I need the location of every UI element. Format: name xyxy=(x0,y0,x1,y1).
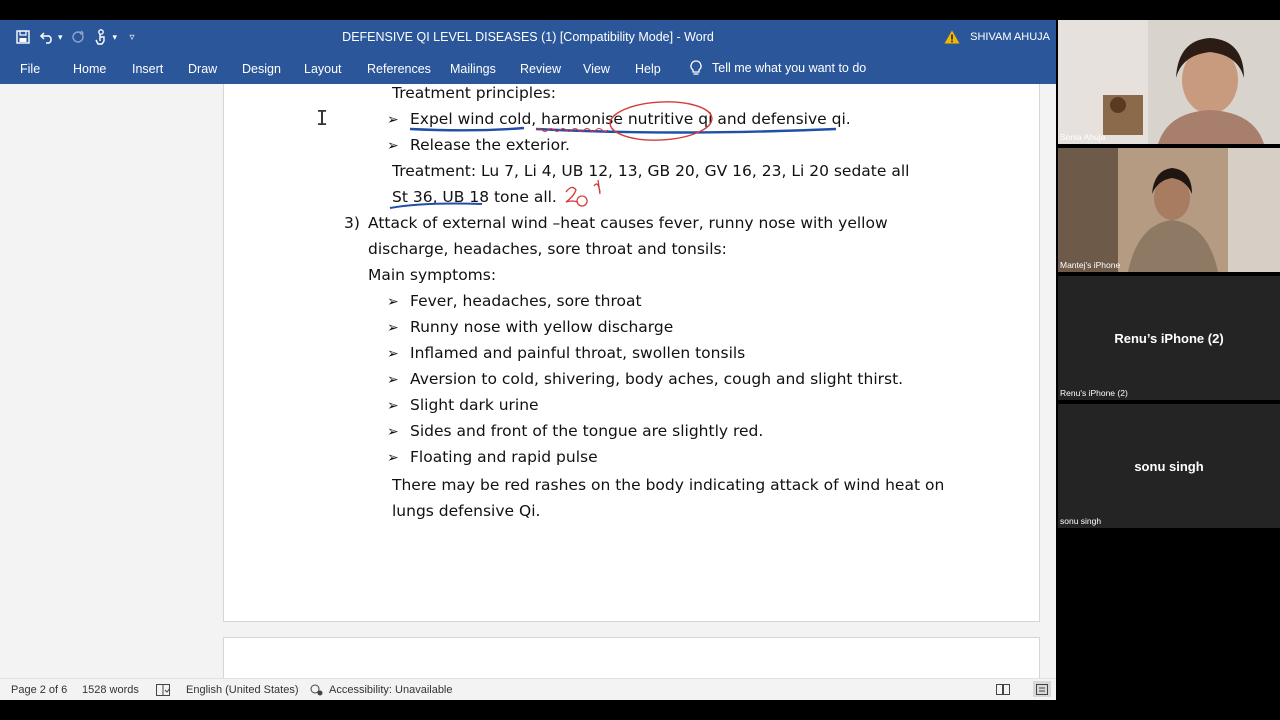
section-heading: Attack of external wind –heat causes fever, runny nose with yellow xyxy=(368,214,888,232)
lightbulb-icon xyxy=(690,60,702,76)
bullet-icon: ➢ xyxy=(387,398,399,414)
title-bar xyxy=(0,20,1056,54)
principle-line: Expel wind cold, harmonise nutritive qi and defensive qi. xyxy=(410,110,851,128)
bullet-icon: ➢ xyxy=(387,320,399,336)
tab-mailings[interactable]: Mailings xyxy=(450,62,496,76)
user-name: SHIVAM AHUJA xyxy=(970,31,1050,43)
tab-file[interactable]: File xyxy=(20,62,41,76)
participant-display-name: Renu’s iPhone (2) xyxy=(1114,331,1224,346)
tab-help[interactable]: Help xyxy=(635,62,661,76)
section-heading: discharge, headaches, sore throat and tonsils: xyxy=(368,240,727,258)
participant-tile[interactable] xyxy=(1058,404,1280,528)
participant-name: Mantej's iPhone xyxy=(1060,260,1121,270)
treatment-line: St 36, UB 18 tone all. xyxy=(392,188,557,206)
participant-name: Sonia Ahuja xyxy=(1060,132,1106,142)
tab-view[interactable]: View xyxy=(583,62,610,76)
document-title: DEFENSIVE QI LEVEL DISEASES (1) [Compatibility Mode] - Word xyxy=(342,30,714,44)
list-number: 3) xyxy=(344,214,360,232)
accessibility-status[interactable] xyxy=(310,684,453,696)
ribbon-tabs xyxy=(0,54,1056,84)
read-mode-icon[interactable] xyxy=(996,684,1010,695)
note-line: There may be red rashes on the body indicating attack of wind heat on xyxy=(392,476,945,494)
participant-name: sonu singh xyxy=(1060,516,1102,526)
tab-review[interactable]: Review xyxy=(520,62,561,76)
participant-tile[interactable] xyxy=(1058,276,1280,400)
tell-me-search[interactable] xyxy=(690,60,866,76)
touch-mode-dropdown-icon[interactable]: ▾ xyxy=(112,31,118,42)
print-layout-icon[interactable] xyxy=(1033,681,1051,697)
symptom-item: Runny nose with yellow discharge xyxy=(410,318,674,336)
principle-line: Release the exterior. xyxy=(410,136,570,154)
main-symptoms-heading: Main symptoms: xyxy=(368,266,497,284)
screen-bottom-bar xyxy=(0,700,1280,720)
document-canvas[interactable] xyxy=(0,84,1056,678)
bullet-icon: ➢ xyxy=(387,424,399,440)
tab-draw[interactable]: Draw xyxy=(188,62,218,76)
symptom-item: Inflamed and painful throat, swollen tonsils xyxy=(410,344,746,362)
participant-tile[interactable] xyxy=(1058,20,1280,144)
accessibility-label: Accessibility: Unavailable xyxy=(329,684,453,696)
bullet-icon: ➢ xyxy=(387,450,399,466)
tell-me-label: Tell me what you want to do xyxy=(712,61,867,75)
participant-video xyxy=(1058,148,1280,272)
tab-home[interactable]: Home xyxy=(73,62,107,76)
warning-icon xyxy=(944,30,960,44)
participant-tile[interactable] xyxy=(1058,148,1280,272)
symptom-item: Aversion to cold, shivering, body aches, cough and slight thirst. xyxy=(410,370,904,388)
screen-top-bar xyxy=(0,0,1280,20)
tab-layout[interactable]: Layout xyxy=(304,62,342,76)
word-window xyxy=(0,20,1056,700)
page-count[interactable]: Page 2 of 6 xyxy=(11,684,68,696)
text-cursor-icon: I xyxy=(316,106,329,130)
bullet-icon: ➢ xyxy=(387,294,399,310)
document-page[interactable] xyxy=(223,84,1040,622)
status-bar xyxy=(0,678,1056,700)
proofing-icon[interactable] xyxy=(156,684,170,696)
note-line: lungs defensive Qi. xyxy=(392,502,541,520)
treatment-principles-heading: Treatment principles: xyxy=(392,84,556,102)
tab-references[interactable]: References xyxy=(367,62,431,76)
bullet-icon: ➢ xyxy=(387,372,399,388)
language[interactable]: English (United States) xyxy=(186,684,299,696)
participant-name: Renu's iPhone (2) xyxy=(1060,388,1128,398)
tab-insert[interactable]: Insert xyxy=(132,62,164,76)
user-area[interactable] xyxy=(944,30,1050,44)
bullet-icon: ➢ xyxy=(387,112,399,128)
word-count[interactable]: 1528 words xyxy=(82,684,139,696)
undo-dropdown-icon[interactable]: ▾ xyxy=(58,31,63,42)
document-body[interactable] xyxy=(224,84,1039,621)
video-call-panel xyxy=(1056,20,1280,700)
customize-toolbar-icon[interactable]: ▿ xyxy=(129,31,135,43)
symptom-item: Fever, headaches, sore throat xyxy=(410,292,642,310)
treatment-line: Treatment: Lu 7, Li 4, UB 12, 13, GB 20, GV 16, 23, Li 20 sedate all xyxy=(392,162,910,180)
bullet-icon: ➢ xyxy=(387,138,399,154)
participant-display-name: sonu singh xyxy=(1134,459,1204,474)
symptom-item: Sides and front of the tongue are slightly red. xyxy=(410,422,764,440)
tab-design[interactable]: Design xyxy=(242,62,281,76)
symptom-item: Floating and rapid pulse xyxy=(410,448,598,466)
accessibility-icon xyxy=(310,684,323,696)
bullet-icon: ➢ xyxy=(387,346,399,362)
symptom-item: Slight dark urine xyxy=(410,396,539,414)
participant-video xyxy=(1058,20,1280,144)
